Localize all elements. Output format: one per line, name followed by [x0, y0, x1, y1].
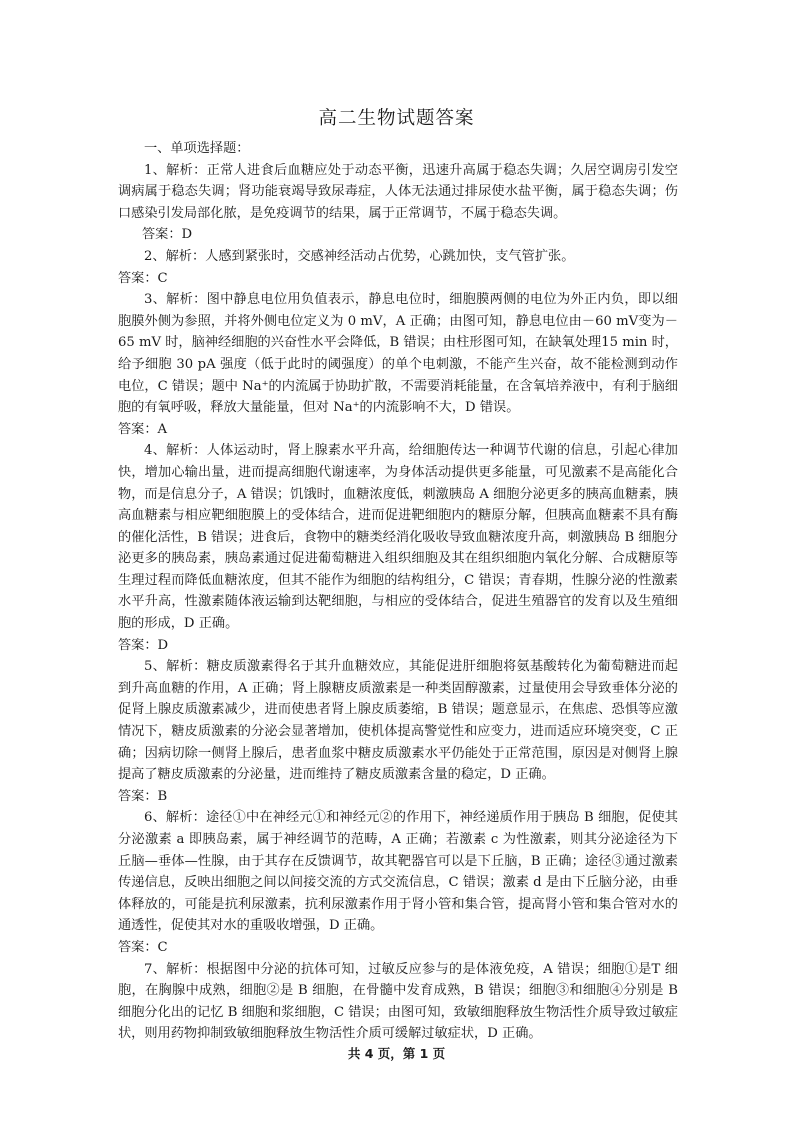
answer-3: 答案：A: [118, 421, 168, 437]
analysis-paragraph-4: 4、解析：人体运动时，肾上腺素水平升高，给细胞传达一种调节代谢的信息，引起心律加快，增加心输出量，进而提高细胞代谢速率，为身体活动提供更多能量，可见激素不是高能化合物，而是信息分子，A 错误；饥饿时，血糖浓度低，刺激胰岛 A 细胞分泌更多的胰高血糖素，胰高血糖素与相应靶细胞膜上的受体结合，进而促进靶细胞内的糖原分解，但胰高血糖素不具有酶的催化活性，B 错误；进食后，食物中的糖类经消化吸收导致血糖浓度升高，刺激胰岛 B 细胞分泌更多的胰岛素，胰岛素通过促进葡萄糖进入组织细胞及其在组织细胞内氧化分解、合成糖原等生理过程而降低血糖浓度，但其不能作为细胞的结构组分，C 错误；青春期，性腺分泌的性激素水平升高，性激素随体液运输到达靶细胞，与相应的受体结合，促进生殖器官的发育以及生殖细胞的形成，D 正确。: [118, 443, 678, 632]
answer-5: 答案：B: [118, 788, 168, 804]
document-title: 高二生物试题答案: [318, 108, 475, 129]
document-body: [118, 138, 678, 1045]
analysis-paragraph-3: 3、解析：图中静息电位用负值表示，静息电位时，细胞膜两侧的电位为外正内负，即以细胞膜外侧为参照，并将外侧电位定义为 0 mV，A 正确；由图可知，静息电位由－60 mV变为－65 mV 时，脑神经细胞的兴奋性水平会降低，B 错误；由柱形图可知，在缺氧处理15 min 时，给予细胞 30 pA 强度（低于此时的阈强度）的单个电刺激，不能产生兴奋，故不能检测到动作电位，C 错误；题中 Na⁺的内流属于协助扩散，不需要消耗能量，在含氧培养液中，有利于脑细胞的有氧呼吸，释放大量能量，但对 Na⁺的内流影响不大，D 错误。: [118, 292, 678, 416]
analysis-paragraph-1: 1、解析：正常人进食后血糖应处于动态平衡，迅速升高属于稳态失调；久居空调房引发空调病属于稳态失调；肾功能衰竭导致尿毒症，人体无法通过排尿使水盐平衡，属于稳态失调；伤口感染引发局部化脓，是免疫调节的结果，属于正常调节，不属于稳态失调。: [118, 162, 678, 221]
answer-6: 答案：C: [118, 939, 168, 955]
analysis-paragraph-6: 6、解析：途径①中在神经元①和神经元②的作用下，神经递质作用于胰岛 B 细胞，促使其分泌激素 a 即胰岛素，属于神经调节的范畴，A 正确；若激素 c 为性激素，则其分泌途径为下丘脑—垂体—性腺，由于其存在反馈调节，故其靶器官可以是下丘脑，B 正确；途径③通过激素传递信息，反映出细胞之间以间接交流的方式交流信息，C 错误；激素 d 是由下丘脑分泌，由垂体释放的，可能是抗利尿激素，抗利尿激素作用于肾小管和集合管，提高肾小管和集合管对水的通透性，促使其对水的重吸收增强，D 正确。: [118, 810, 678, 934]
section-heading: 一、单项选择题：: [144, 141, 250, 156]
answer-2: 答案：C: [118, 270, 168, 286]
answer-1: 答案：D: [142, 227, 193, 243]
analysis-paragraph-2: 2、解析：人感到紧张时，交感神经活动占优势，心跳加快，支气管扩张。: [144, 248, 575, 264]
answer-4: 答案：D: [118, 637, 169, 653]
analysis-paragraph-5: 5、解析：糖皮质激素得名于其升血糖效应，其能促进肝细胞将氨基酸转化为葡萄糖进而起到升高血糖的作用，A 正确；肾上腺糖皮质激素是一种类固醇激素，过量使用会导致垂体分泌的促肾上腺皮质激素减少，进而使患者肾上腺皮质萎缩，B 错误；题意显示，在焦虑、恐惧等应激情况下，糖皮质激素的分泌会显著增加，使机体提高警觉性和应变力，进而适应环境突变，C 正确；因病切除一侧肾上腺后，患者血浆中糖皮质激素水平仍能处于正常范围，原因是对侧肾上腺提高了糖皮质激素的分泌量，进而维持了糖皮质激素含量的稳定，D 正确。: [118, 659, 678, 783]
analysis-paragraph-7: 7、解析：根据图中分泌的抗体可知，过敏反应参与的是体液免疫，A 错误；细胞①是T 细胞，在胸腺中成熟，细胞②是 B 细胞，在骨髓中发育成熟，B 错误；细胞③和细胞④分别是 B 细胞分化出的记忆 B 细胞和浆细胞，C 错误；由图可知，致敏细胞释放生物活性介质导致过敏症状，则用药物抑制致敏细胞释放生物活性介质可缓解过敏症状，D 正确。: [118, 961, 678, 1042]
page-footer: 共 4 页，第 1 页: [347, 1046, 446, 1061]
